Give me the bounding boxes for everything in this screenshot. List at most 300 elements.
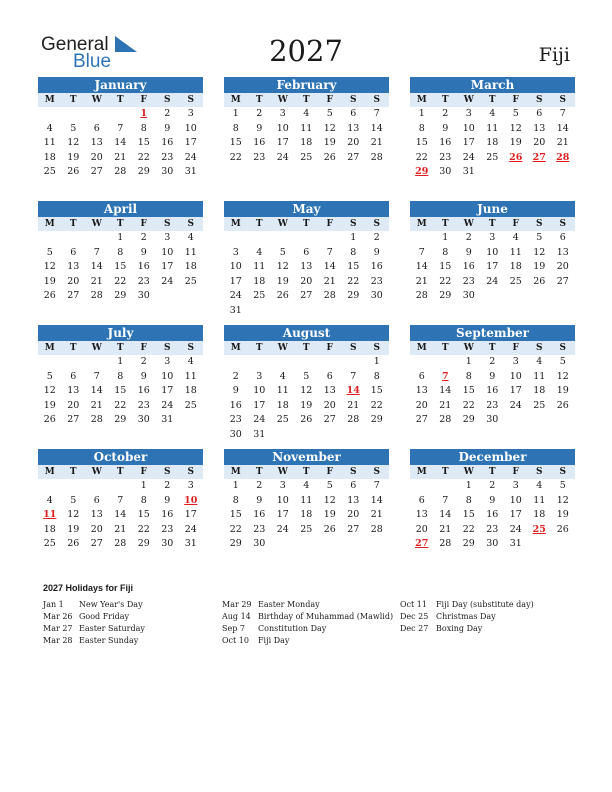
- calendar-day: 16: [229, 399, 242, 411]
- weekday-label: M: [410, 465, 434, 479]
- calendar-day: 17: [229, 275, 242, 287]
- empty-cell: [109, 107, 133, 122]
- calendar-day: 30: [486, 414, 499, 425]
- calendar-day: 22: [229, 523, 242, 535]
- empty-cell: [38, 231, 62, 246]
- calendar-day: 1: [140, 480, 147, 491]
- calendar-day: 21: [370, 137, 383, 148]
- weekday-label: W: [85, 465, 109, 479]
- calendar-day: 8: [350, 246, 357, 258]
- empty-cell: [410, 479, 434, 494]
- calendar-day: 4: [187, 356, 194, 367]
- calendar-day: 4: [187, 232, 194, 243]
- calendar-day: 19: [533, 261, 546, 272]
- calendar-day: 23: [137, 275, 150, 287]
- calendar-day: 24: [486, 275, 499, 287]
- holiday-date: Mar 28: [43, 636, 73, 645]
- calendar-day: 1: [117, 232, 124, 243]
- calendar-day: 13: [300, 261, 313, 272]
- calendar-day: 27: [415, 414, 428, 425]
- calendar-day: 27: [67, 414, 80, 425]
- empty-cell: [38, 355, 62, 370]
- empty-cell: [318, 231, 342, 246]
- holiday-name: Easter Sunday: [79, 636, 139, 645]
- calendar-day: 16: [439, 137, 452, 148]
- calendar-day: 4: [489, 108, 496, 119]
- calendar-day: 3: [164, 356, 171, 367]
- weekday-label: T: [62, 217, 86, 231]
- calendar-day: 24: [253, 414, 266, 425]
- holiday-column: [43, 599, 145, 647]
- calendar-day: 8: [465, 494, 472, 506]
- calendar-day: 12: [276, 261, 289, 272]
- holiday-date: Aug 14: [222, 612, 251, 621]
- holiday-name: Fiji Day: [258, 636, 290, 645]
- calendar-day: 13: [67, 261, 80, 272]
- calendar-day: 23: [161, 523, 174, 535]
- calendar-day: 25: [300, 523, 313, 535]
- holiday-name: Birthday of Muhammad (Mawlid): [258, 612, 394, 621]
- weekday-label: W: [271, 465, 295, 479]
- calendar-day: 17: [184, 509, 197, 520]
- calendar-day: 6: [418, 494, 425, 506]
- calendar-day: 10: [276, 494, 289, 506]
- weekday-label: T: [481, 341, 505, 355]
- calendar-day: 2: [373, 232, 380, 243]
- calendar-day: 18: [276, 399, 289, 411]
- calendar-day: 7: [373, 480, 380, 491]
- calendar-day: 15: [439, 261, 452, 272]
- calendar-day: 25: [533, 399, 546, 411]
- weekday-label: W: [85, 93, 109, 107]
- weekday-label: S: [156, 93, 180, 107]
- calendar-day: 21: [323, 275, 336, 287]
- empty-cell: [295, 355, 319, 370]
- calendar-day: 17: [253, 399, 266, 411]
- weekday-label: F: [504, 341, 528, 355]
- calendar-day: 15: [229, 137, 242, 148]
- calendar-day: 6: [93, 122, 100, 134]
- calendar-day: 22: [137, 151, 150, 163]
- calendar-day: 9: [256, 122, 263, 134]
- calendar-day: 7: [326, 246, 333, 258]
- calendar-day: 25: [276, 414, 289, 425]
- calendar-day: 20: [90, 151, 103, 163]
- calendar-day: 4: [279, 370, 286, 382]
- holiday-day: 25: [532, 523, 546, 535]
- calendar-day: 19: [509, 137, 522, 148]
- holiday-day: 28: [556, 151, 570, 163]
- calendar-day: 15: [229, 509, 242, 520]
- calendar-day: 1: [442, 232, 449, 243]
- holiday-item: [222, 611, 393, 623]
- month-title: October: [38, 449, 203, 465]
- empty-cell: [224, 355, 248, 370]
- calendar-day: 29: [439, 290, 452, 301]
- calendar-day: 16: [161, 137, 174, 148]
- holiday-day: 10: [184, 494, 198, 506]
- calendar-day: 3: [512, 480, 519, 491]
- calendar-day: 23: [486, 523, 499, 535]
- calendar-day: 9: [256, 494, 263, 506]
- holiday-item: [222, 635, 393, 647]
- calendar-day: 26: [276, 290, 289, 301]
- weekday-label: F: [132, 93, 156, 107]
- holiday-day: 7: [441, 370, 449, 382]
- calendar-day: 8: [442, 246, 449, 258]
- calendar-day: 8: [140, 122, 147, 134]
- empty-cell: [85, 479, 109, 494]
- calendar-day: 12: [67, 509, 80, 520]
- weekday-label: F: [504, 93, 528, 107]
- calendar-day: 13: [556, 246, 569, 258]
- month-june: [410, 201, 575, 304]
- empty-cell: [342, 355, 366, 370]
- calendar-day: 23: [253, 523, 266, 535]
- weekday-label: T: [62, 341, 86, 355]
- calendar-day: 2: [140, 232, 147, 243]
- calendar-day: 20: [533, 137, 546, 148]
- calendar-day: 17: [276, 137, 289, 148]
- calendar-day: 22: [114, 399, 127, 411]
- holiday-column: [222, 599, 393, 647]
- calendar-day: 18: [533, 385, 546, 396]
- holiday-date: Oct 11: [400, 600, 427, 609]
- calendar-day: 9: [489, 494, 496, 506]
- month-title: January: [38, 77, 203, 93]
- calendar-day: 18: [509, 261, 522, 272]
- calendar-day: 15: [137, 509, 150, 520]
- weekday-label: F: [132, 217, 156, 231]
- weekday-label: T: [295, 93, 319, 107]
- calendar-day: 19: [67, 523, 80, 535]
- weekday-label: F: [504, 217, 528, 231]
- calendar-day: 11: [253, 261, 266, 272]
- calendar-day: 22: [462, 523, 475, 535]
- calendar-day: 23: [253, 151, 266, 163]
- weekday-label: S: [365, 217, 389, 231]
- holiday-list: [43, 583, 583, 645]
- calendar-day: 14: [114, 137, 127, 148]
- calendar-day: 14: [90, 261, 103, 272]
- calendar-day: 22: [370, 399, 383, 411]
- empty-cell: [295, 231, 319, 246]
- month-august: [224, 325, 389, 442]
- weekday-label: S: [551, 93, 575, 107]
- calendar-day: 7: [93, 246, 100, 258]
- holiday-day: 29: [415, 166, 429, 177]
- calendar-day: 13: [90, 509, 103, 520]
- calendar-day: 19: [556, 385, 569, 396]
- calendar-day: 19: [323, 137, 336, 148]
- calendar-day: 13: [67, 385, 80, 396]
- holiday-name: Christmas Day: [436, 612, 496, 621]
- weekday-label: T: [434, 217, 458, 231]
- calendar-day: 15: [347, 261, 360, 272]
- calendar-day: 4: [46, 122, 53, 134]
- calendar-day: 21: [439, 399, 452, 411]
- calendar-day: 29: [114, 290, 127, 301]
- calendar-day: 3: [465, 108, 472, 119]
- calendar-day: 30: [161, 538, 174, 549]
- calendar-day: 11: [533, 494, 546, 506]
- weekday-label: M: [38, 217, 62, 231]
- calendar-day: 21: [114, 523, 127, 535]
- calendar-day: 19: [43, 399, 56, 411]
- calendar-day: 6: [70, 370, 77, 382]
- calendar-day: 26: [43, 414, 56, 425]
- calendar-day: 15: [137, 137, 150, 148]
- calendar-day: 19: [300, 399, 313, 411]
- weekday-label: T: [481, 217, 505, 231]
- holiday-item: [43, 635, 145, 647]
- calendar-day: 26: [67, 538, 80, 549]
- calendar-day: 20: [347, 509, 360, 520]
- calendar-day: 10: [509, 494, 522, 506]
- calendar-day: 12: [323, 494, 336, 506]
- calendar-day: 21: [90, 275, 103, 287]
- month-october: [38, 449, 203, 552]
- calendar-day: 27: [556, 275, 569, 287]
- calendar-day: 8: [140, 494, 147, 506]
- holiday-name: Constitution Day: [258, 624, 327, 633]
- empty-cell: [38, 479, 62, 494]
- calendar-day: 6: [70, 246, 77, 258]
- calendar-day: 3: [279, 108, 286, 119]
- calendar-day: 23: [439, 151, 452, 163]
- calendar-day: 31: [229, 304, 242, 316]
- calendar-day: 11: [486, 122, 499, 134]
- calendar-day: 23: [370, 275, 383, 287]
- calendar-day: 23: [161, 151, 174, 163]
- calendar-day: 18: [184, 385, 197, 396]
- empty-cell: [248, 231, 272, 246]
- calendar-day: 1: [232, 108, 239, 119]
- weekday-label: M: [410, 93, 434, 107]
- calendar-day: 18: [43, 523, 56, 535]
- weekday-label: W: [271, 93, 295, 107]
- calendar-day: 9: [232, 385, 239, 396]
- calendar-day: 15: [114, 261, 127, 272]
- calendar-day: 5: [46, 370, 53, 382]
- calendar-day: 19: [323, 509, 336, 520]
- calendar-day: 5: [303, 370, 310, 382]
- weekday-label: F: [318, 217, 342, 231]
- month-july: [38, 325, 203, 428]
- calendar-day: 26: [323, 151, 336, 163]
- weekday-label: W: [271, 341, 295, 355]
- calendar-day: 22: [229, 151, 242, 163]
- weekday-label: S: [179, 341, 203, 355]
- calendar-day: 4: [512, 232, 519, 243]
- calendar-day: 7: [442, 494, 449, 506]
- holiday-item: [43, 623, 145, 635]
- calendar-day: 20: [347, 137, 360, 148]
- calendar-day: 3: [489, 232, 496, 243]
- calendar-day: 22: [439, 275, 452, 287]
- calendar-day: 18: [184, 261, 197, 272]
- calendar-day: 29: [137, 538, 150, 549]
- calendar-day: 1: [465, 356, 472, 367]
- month-title: July: [38, 325, 203, 341]
- calendar-day: 10: [184, 122, 197, 134]
- weekday-label: W: [271, 217, 295, 231]
- calendar-day: 22: [114, 275, 127, 287]
- calendar-day: 17: [161, 261, 174, 272]
- holiday-item: [43, 599, 145, 611]
- calendar-day: 28: [439, 538, 452, 549]
- calendar-day: 8: [117, 246, 124, 258]
- weekday-label: S: [551, 341, 575, 355]
- calendar-day: 30: [462, 290, 475, 301]
- holiday-name: New Year's Day: [79, 600, 143, 609]
- calendar-day: 10: [161, 246, 174, 258]
- calendar-day: 23: [462, 275, 475, 287]
- empty-cell: [271, 355, 295, 370]
- weekday-label: M: [224, 217, 248, 231]
- calendar-day: 21: [370, 509, 383, 520]
- calendar-day: 27: [323, 414, 336, 425]
- month-november: [224, 449, 389, 552]
- calendar-day: 6: [350, 108, 357, 119]
- weekday-label: M: [38, 341, 62, 355]
- calendar-day: 30: [137, 290, 150, 301]
- holiday-day: 27: [532, 151, 546, 163]
- calendar-day: 31: [161, 414, 174, 425]
- calendar-day: 20: [556, 261, 569, 272]
- weekday-label: W: [85, 341, 109, 355]
- calendar-day: 24: [184, 523, 197, 535]
- calendar-day: 15: [415, 137, 428, 148]
- weekday-label: F: [504, 465, 528, 479]
- weekday-label: M: [224, 465, 248, 479]
- holiday-date: Mar 27: [43, 624, 73, 633]
- weekday-label: W: [457, 465, 481, 479]
- calendar-day: 13: [347, 494, 360, 506]
- weekday-label: T: [248, 341, 272, 355]
- empty-cell: [224, 231, 248, 246]
- calendar-day: 24: [161, 275, 174, 287]
- calendar-day: 15: [114, 385, 127, 396]
- holiday-day: 11: [43, 509, 57, 520]
- calendar-day: 7: [93, 370, 100, 382]
- calendar-day: 27: [67, 290, 80, 301]
- month-title: April: [38, 201, 203, 217]
- calendar-day: 5: [70, 494, 77, 506]
- weekday-label: S: [528, 465, 552, 479]
- calendar-day: 11: [509, 246, 522, 258]
- calendar-day: 28: [347, 414, 360, 425]
- holiday-day: 27: [415, 538, 429, 549]
- calendar-day: 24: [184, 151, 197, 163]
- weekday-label: F: [318, 341, 342, 355]
- calendar-day: 4: [256, 246, 263, 258]
- calendar-day: 2: [442, 108, 449, 119]
- calendar-day: 17: [184, 137, 197, 148]
- calendar-day: 12: [323, 122, 336, 134]
- weekday-label: T: [295, 217, 319, 231]
- calendar-day: 26: [43, 290, 56, 301]
- calendar-day: 14: [114, 509, 127, 520]
- empty-cell: [62, 355, 86, 370]
- calendar-day: 17: [462, 137, 475, 148]
- calendar-day: 28: [370, 151, 383, 163]
- calendar-day: 5: [70, 122, 77, 134]
- calendar-day: 27: [90, 166, 103, 177]
- calendar-day: 14: [556, 122, 569, 134]
- calendar-day: 18: [533, 509, 546, 520]
- calendar-day: 9: [489, 370, 496, 382]
- calendar-day: 14: [439, 509, 452, 520]
- month-december: [410, 449, 575, 552]
- month-january: [38, 77, 203, 180]
- calendar-day: 19: [276, 275, 289, 287]
- calendar-day: 28: [114, 166, 127, 177]
- calendar-day: 31: [184, 538, 197, 549]
- holiday-date: Oct 10: [222, 636, 249, 645]
- holiday-day: 26: [509, 151, 523, 163]
- calendar-day: 16: [253, 137, 266, 148]
- calendar-day: 20: [67, 399, 80, 411]
- holiday-name: Fiji Day (substitute day): [436, 600, 534, 609]
- calendar-day: 8: [117, 370, 124, 382]
- holiday-date: Mar 26: [43, 612, 73, 621]
- calendar-day: 12: [556, 494, 569, 506]
- month-march: [410, 77, 575, 180]
- calendar-day: 28: [114, 538, 127, 549]
- calendar-day: 29: [370, 414, 383, 425]
- calendar-day: 14: [370, 122, 383, 134]
- calendar-day: 24: [509, 523, 522, 535]
- calendar-day: 7: [418, 246, 425, 258]
- weekday-label: S: [156, 341, 180, 355]
- holiday-column: [400, 599, 534, 635]
- calendar-day: 11: [300, 122, 313, 134]
- calendar-day: 26: [323, 523, 336, 535]
- calendar-day: 15: [462, 509, 475, 520]
- calendar-day: 21: [114, 151, 127, 163]
- weekday-label: T: [109, 465, 133, 479]
- weekday-label: S: [342, 341, 366, 355]
- weekday-label: M: [410, 217, 434, 231]
- calendar-day: 1: [232, 480, 239, 491]
- calendar-day: 10: [229, 261, 242, 272]
- calendar-day: 3: [232, 246, 239, 258]
- calendar-day: 7: [559, 108, 566, 119]
- calendar-day: 31: [462, 166, 475, 177]
- calendar-day: 24: [509, 399, 522, 411]
- weekday-label: M: [224, 93, 248, 107]
- calendar-day: 31: [509, 538, 522, 549]
- calendar-day: 22: [462, 399, 475, 411]
- calendar-day: 6: [350, 480, 357, 491]
- calendar-day: 8: [232, 122, 239, 134]
- holiday-item: [222, 599, 393, 611]
- calendar-day: 5: [536, 232, 543, 243]
- calendar-day: 18: [486, 137, 499, 148]
- holiday-name: Boxing Day: [436, 624, 483, 633]
- empty-cell: [410, 355, 434, 370]
- calendar-day: 15: [462, 385, 475, 396]
- calendar-day: 25: [184, 275, 197, 287]
- weekday-label: S: [528, 341, 552, 355]
- calendar-day: 20: [67, 275, 80, 287]
- empty-cell: [62, 479, 86, 494]
- calendar-day: 16: [486, 385, 499, 396]
- calendar-day: 31: [184, 166, 197, 177]
- calendar-day: 6: [536, 108, 543, 119]
- weekday-label: F: [318, 465, 342, 479]
